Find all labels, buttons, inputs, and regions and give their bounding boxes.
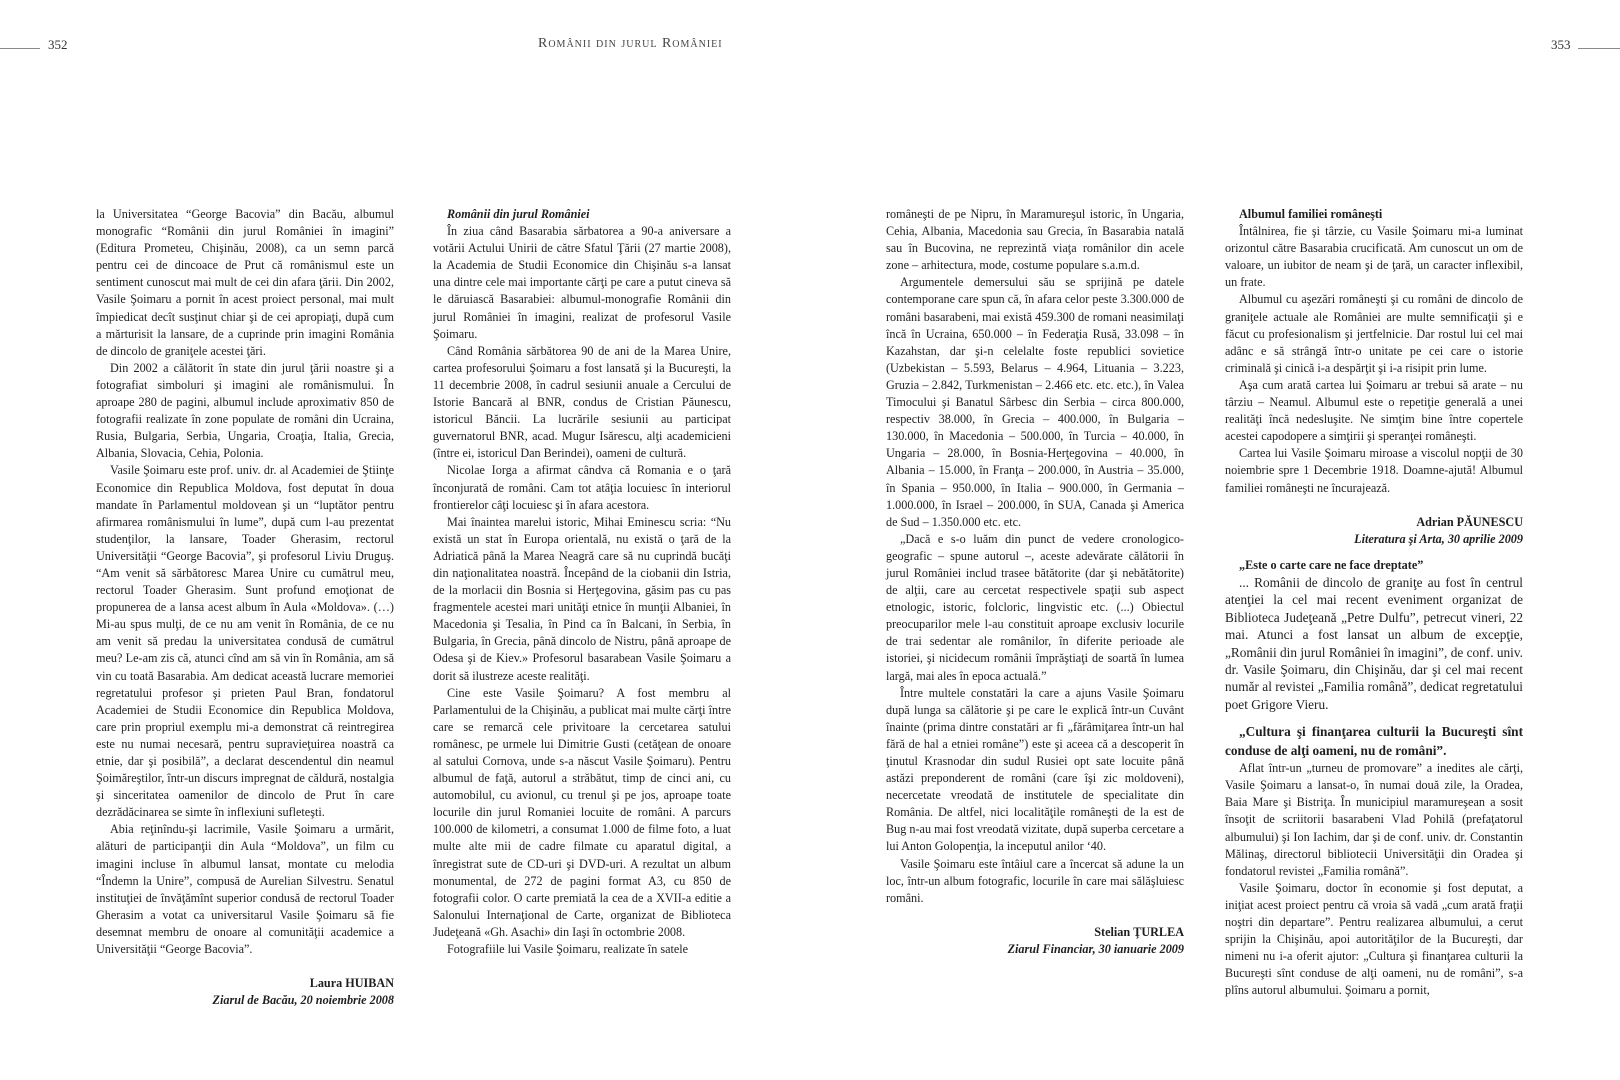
- paragraph: Vasile Şoimaru, doctor în economie şi fost deputat, a iniţiat acest proiect pentru că vroia să vadă „cum arată fraţii noştri din departare”. Pentru realizarea albumului, a cerut sprijin la Chişinău, apoi autorităţilor de la Bucureşti, dar nimeni nu i-a oferit ajutor: „Cultura şi finanţarea culturii la Bucureşti sînt conduse de alţi oameni, nu de români”, s-a plîns autorul albumului. Şoimaru a pornit,: [1225, 880, 1523, 998]
- running-title: Românii din jurul României: [538, 36, 723, 51]
- page-number-right: 353: [1551, 37, 1571, 52]
- paragraph: Vasile Şoimaru este prof. univ. dr. al Academiei de Ştiinţe Economice din Republica Moldova, fost deputat în doua mandate în Parlamentul moldovean şi un “luptător pentru afirmarea românismului în lume”, după cum l-au prezentat studenţilor, la lansare, Toader Gherasim, rectorul Universităţii “George Bacovia”, şi profesorul Liviu Druguş. “Am venit să sărbătoresc Marea Unire cu cumătrul meu, rectorul Toader Gherasim. Sunt profund emoţionat de propunerea de a lansa acest album în Aula «Moldova». (…) Mi-au spus mulţi, de ce nu am venit în România, de ce nu am venit să predau la universitatea condusă de cumătrul meu? Le-am zis că, atunci cînd am să vin în România, am să vin cu toată Basarabia. Am dedicat această lucrare memoriei regretatului profesor şi prieten Paul Bran, fondatorul Academiei de Studii Economice din Republica Moldova, care prin propriul exemplu mi-a demonstrat că reintregirea este nu numai necesară, pentru supravieţuirea noastră ca etnie, dar şi posibilă”, a declarat descendentul din neamul Şoimăreştilor, într-un discurs impregnat de căldură, nostalgia şi sinceritatea oamenilor de dincolo de Prut în care dezrădăcinarea se simte în inflexiuni sufleteşti.: [96, 463, 394, 820]
- paragraph: Argumentele demersului său se sprijină pe datele contemporane care spun că, în afara celor peste 3.300.000 de români basarabeni, mai există 459.300 de romani neasimilaţi încă în Ucraina, 650.000 – în Federaţia Rusă, 33.098 – în Kazahstan, dar şi-n celelalte foste republici sovietice (Uzbekistan – 5.593, Belarus – 4.964, Lituania – 3.223, Gruzia – 2.842, Turkmenistan – 2.466 etc. etc. etc.), în Valea Timocului şi Banatul Sârbesc din Serbia – circa 800.000, respectiv 38.000, în Grecia – 400.000, în Bulgaria – 130.000, în Macedonia – 500.000, în Turcia – 40.000, în Ungaria – 28.000, în Bosnia-Herţegovina – 40.000, în Albania – 15.000, în Franţa – 200.000, în Austria – 35.000, în Spania – 950.000, în Italia – 900.000, în Germania – 1.000.000, în Israel – 200.000, în SUA, Canada şi America de Sud – 1.350.000 etc. etc.: [886, 275, 1184, 529]
- paragraph: Albumul cu aşezări româneşti şi cu români de dincolo de graniţele actuale ale României are multe semnificaţii şi e făcut cu profesionalism şi jertfelnicie. Dar rostul lui cel mai adânc e să strângă într-o unitate pe cei care o istorie criminală şi cinică i-a despărţit şi i-a risipit prin lume.: [1225, 292, 1523, 375]
- paragraph: româneşti de pe Nipru, în Maramureşul istoric, în Ungaria, Cehia, Albania, Macedonia sau Grecia, în Basarabia natală sau în Bucovina, ne reprezintă viaţa românilor din acele zone – arhitectura, mode, costume populare s.a.m.d.: [886, 207, 1184, 273]
- publication-source: Literatura şi Arta, 30 aprilie 2009: [1354, 531, 1523, 546]
- publication-source: Ziarul Financiar, 30 ianuarie 2009: [1007, 941, 1184, 956]
- paragraph: la Universitatea “George Bacovia” din Bacău, albumul monografic “Românii din jurul României în imagini” (Editura Prometeu, Chişinău, 2008), ca un semn parcă pentru cei de dincoace de Prut că românismul este un sentiment cunoscut mai mult de cei din afara ţării. Din 2002, Vasile Şoimaru a pornit în acest proiect personal, mai mult împiedicat decît susţinut chiar şi de cei apropiaţi, după cum a mărturisit la lansare, de a cuprinde prin imagini România de dincolo de graniţele acestei ţări.: [96, 207, 394, 358]
- column-1: [96, 206, 394, 1009]
- paragraph: Cartea lui Vasile Şoimaru miroase a viscolul nopţii de 30 noiembrie spre 1 Decembrie 1918. Doamne-ajută! Albumul familiei româneşti ne încurajează.: [1225, 446, 1523, 495]
- paragraph: Fotografiile lui Vasile Şoimaru, realizate în satele: [447, 942, 689, 957]
- section-title: „Cultura şi finanţarea culturii la Bucureşti sînt conduse de alţi oameni, nu de români”.: [1225, 724, 1523, 759]
- paragraph: „Dacă e s-o luăm din punct de vedere cronologico-geografic – spune autorul –, aceste adevărate călătorii în jurul României includ trasee bătătorite (dar şi nebătătorite) de alţii, care au cercetat respectivele spaţii sub aspect etnologic, istoric, folcloric, lingvistic etc. (...) Obiectul preocuparilor mele l-au constituit aproape exclusiv locurile de trai sedentar ale românilor, în diferite perioade ale istoriei, şi nicidecum românii împrăştiaţi de soartă în lumea largă, mai ales în epoca actuală.”: [886, 531, 1184, 683]
- section-title: Românii din jurul României: [447, 207, 590, 221]
- section-title: „Este o carte care ne face dreptate”: [1239, 557, 1424, 572]
- paragraph: Mai înaintea marelui istoric, Mihai Eminescu scria: “Nu există un stat în Europa orientală, nu există o ţară de la Adriatică până la Marea Neagră care să nu cuprindă bucăţi din naţionalitatea noastră. Începând de la ciobanii din Istria, de la morlacii din Bosnia si Herţegovina, găsim pas cu pas fragmentele acestei mari unităţi etnice în munţii Albaniei, în Macedonia şi Tesalia, în Pind ca în Balcani, în Serbia, în Bulgaria, în Grecia, până dincolo de Nistru, până aproape de Odesa şi de Kiev.» Profesorul basarabean Vasile Şoimaru a dorit să ilustreze aceste realităţi.: [433, 514, 731, 683]
- header-rule-right: [1578, 48, 1620, 49]
- paragraph: Vasile Şoimaru este întâiul care a încercat să adune la un loc, într-un album fotografic, locurile în care mai sălăşluiesc români.: [886, 856, 1184, 905]
- author-signature: Adrian PĂUNESCU: [1416, 514, 1523, 529]
- paragraph: Abia reţinîndu-şi lacrimile, Vasile Şoimaru a urmărit, alături de participanţii din Aula “Moldova”, un film cu imagini incluse în albumul lansat, montate cu melodia “Îndemn la Unire”, compusă de Aurelian Silvestru. Senatul instituţiei de învăţămînt superior condusă de rectorul Toader Gherasim a votat ca universitarul Vasile Şoimaru să fie desemnat membru de onoare al comunităţii academice a Universităţii “George Bacovia”.: [96, 822, 394, 957]
- column-4: [1225, 206, 1523, 999]
- paragraph: În ziua când Basarabia sărbatorea a 90-a aniversare a votării Actului Unirii de către Sfatul Ţării (27 martie 2008), la Academia de Studii Economice din Chişinău s-a lansat una dintre cele mai importante cărţi pe care a putut cineva să le dăruiască Basarabiei: albumul-monografie Românii din jurul României în imagini, realizat de profesorul Vasile Şoimaru.: [433, 224, 731, 341]
- publication-source: Ziarul de Bacău, 20 noiembrie 2008: [212, 993, 394, 1008]
- paragraph: Când România sărbătorea 90 de ani de la Marea Unire, cartea profesorului Şoimaru a fost lansată şi la Bucureşti, la 11 decembrie 2008, în cadrul sesiunii anuale a Cercului de Istorie Bancară al BNR, condus de Cristian Păunescu, istoricul Băncii. La lucrările sesiunii au participat guvernatorul BNR, acad. Mugur Isărescu, alţi academicieni (între ei, istoricul Dan Berindei), oameni de cultură.: [433, 343, 731, 461]
- column-3: [886, 206, 1184, 958]
- paragraph: ... Românii de dincolo de graniţe au fost în centrul atenţiei la cel mai recent eveniment organizat de Biblioteca Judeţeană „Petre Dulfu”, petrecut vineri, 22 mai. Atunci a fost lansat un album de excepţie, „Românii din jurul României în imagini”, de conf. univ. dr. Vasile Şoimaru, din Chişinău, dar şi cel mai recent număr al revistei „Familia română”, dedicat regretatului poet Grigore Vieru.: [1225, 574, 1523, 712]
- header-rule-left: [0, 48, 40, 49]
- column-2: [433, 206, 731, 958]
- paragraph: Din 2002 a călătorit în state din jurul ţării noastre şi a fotografiat simboluri şi imagini ale românismului. În aproape 280 de pagini, albumul include aproximativ 850 de fotografii realizate în zone populate de români din Ucraina, Rusia, Bulgaria, Serbia, Ungaria, Croaţia, Italia, Grecia, Albania, Slovacia, Cehia, Polonia.: [96, 360, 394, 461]
- paragraph: Cine este Vasile Şoimaru? A fost membru al Parlamentului de la Chişinău, a publicat mai multe cărţi între care se remarcă cele privitoare la cercetarea satului românesc, pe urmele lui Dimitrie Gusti (cetăţean de onoare al satului Cornova, unde s-a născut Vasile Şoimaru). Pentru albumul de faţă, autorul a străbătut, timp de cinci ani, cu automobilul, cu avionul, cu trenul şi pe jos, aproape toate locurile din jurul Romaniei locuite de români. A parcurs 100.000 de kilometri, a consumat 1.000 de filme foto, a luat multe alte mii de cadre filmate cu aparatul digital, a înregistrat sute de CD-uri şi DVD-uri. A rezultat un album monumental, de 272 de pagini format A3, cu 850 de fotografii color. O carte premiată la cea de a XVII-a editie a Salonului Internaţional de Carte, organizat de Biblioteca Judeţeană «Gh. Asachi» din Iaşi în octombrie 2008.: [433, 685, 731, 939]
- page-number-left: 352: [48, 37, 68, 52]
- author-signature: Laura HUIBAN: [309, 976, 394, 991]
- paragraph: Întâlnirea, fie şi târzie, cu Vasile Şoimaru mi-a luminat orizontul către Basarabia crucificată. Am cunoscut un om de valoare, un iubitor de neam şi de ţară, un caracter inflexibil, un frate.: [1225, 224, 1523, 290]
- author-signature: Stelian ŢURLEA: [1094, 924, 1184, 939]
- section-title: Albumul familiei româneşti: [1239, 207, 1383, 221]
- paragraph: Aşa cum arată cartea lui Şoimaru ar trebui să arate – nu târziu – Neamul. Albumul este o repetiţie generală a unei realităţi încă nedesluşite. Ne simţim bine între copertele acestei capodopere a simţirii şi speranţei româneşti.: [1225, 377, 1523, 444]
- paragraph: Între multele constatări la care a ajuns Vasile Şoimaru după lunga sa călătorie şi pe care le explică într-un Cuvânt înainte (prima dintre constatări ar fi „fărâmiţarea într-un hal fără de hal a etniei române”) este şi aceea că a descoperit în ţinutul Krasnodar din sudul Rusiei opt sate locuite până astăzi preponderent de români (care îşi zic moldoveni), necercetate vreodată de institutele de specialitate din România. De altfel, nici localităţile româneşti de la est de Bug n-au mai fost vreodată vizitate, după superba cercetare a lui Anton Golopenţia, la inceputul anilor ‘40.: [886, 685, 1184, 854]
- paragraph: Nicolae Iorga a afirmat cândva că Romania e o ţară înconjurată de români. Cam tot atâţia locuiesc în interiorul frontierelor câţi locuiesc şi în afara acestora.: [433, 463, 731, 512]
- paragraph: Aflat într-un „turneu de promovare” a inedites ale cărţi, Vasile Şoimaru a lansat-o, în numai două zile, la Oradea, Baia Mare şi Bistriţa. În municipiul maramureşean a sosit însoţit de scriitorii basarabeni Vlad Pohilă (prefaţatorul albumului) şi Ion Iachim, dar şi de conf. univ. dr. Constantin Mălinaş, directorul bibliotecii Universităţii din Oradea şi fondatorul revistei „Familia română”.: [1225, 761, 1523, 878]
